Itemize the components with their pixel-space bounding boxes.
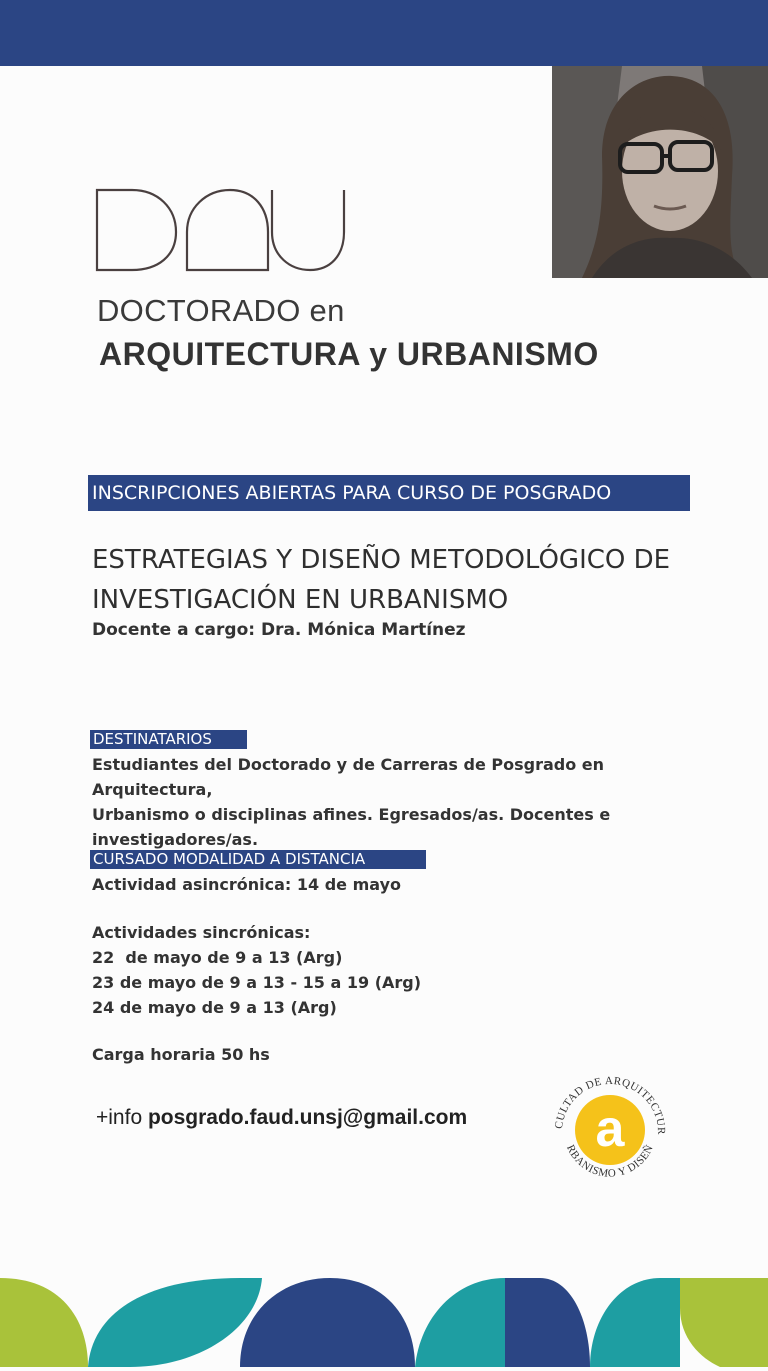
destinatarios-line3: investigadores/as. — [92, 830, 259, 849]
destinatarios-line2: Urbanismo o disciplinas afines. Egresados/as. Docentes e — [92, 805, 611, 824]
registration-banner: INSCRIPCIONES ABIERTAS PARA CURSO DE POSGRADO — [88, 475, 690, 511]
seal-text-bottom: RBANISMO Y DISEÑ — [564, 1142, 656, 1180]
destinatarios-label: DESTINATARIOS — [90, 730, 247, 749]
destinatarios-line1: Estudiantes del Doctorado y de Carreras de Posgrado en Arquitectura, — [92, 755, 605, 799]
seal-letter: a — [595, 1100, 625, 1158]
sync-date-3: 24 de mayo de 9 a 13 (Arg) — [92, 998, 337, 1017]
async-activity: Actividad asincrónica: 14 de mayo — [92, 875, 401, 894]
program-line1: DOCTORADO en — [97, 293, 345, 328]
top-bar — [0, 0, 768, 66]
sync-title: Actividades sincrónicas: — [92, 923, 311, 942]
decorative-shapes — [0, 1278, 768, 1367]
dau-logo — [92, 186, 348, 276]
teacher: Docente a cargo: Dra. Mónica Martínez — [92, 620, 466, 640]
sync-activities — [92, 920, 421, 1020]
contact-email[interactable]: posgrado.faud.unsj@gmail.com — [147, 1106, 468, 1129]
contact-prefix: +info — [96, 1106, 148, 1129]
sync-date-1: 22 de mayo de 9 a 13 (Arg) — [92, 948, 343, 967]
course-title-line2: INVESTIGACIÓN EN URBANISMO — [92, 585, 509, 615]
destinatarios-text — [92, 752, 712, 852]
faculty-seal — [540, 1060, 680, 1200]
program-line2: ARQUITECTURA y URBANISMO — [99, 336, 599, 372]
instructor-photo — [552, 66, 768, 278]
contact-info — [96, 1106, 467, 1130]
course-hours: Carga horaria 50 hs — [92, 1045, 270, 1064]
course-title — [92, 540, 712, 620]
seal-text-top: CULTAD DE ARQUITECTUR — [553, 1074, 668, 1136]
sync-date-2: 23 de mayo de 9 a 13 - 15 a 19 (Arg) — [92, 973, 422, 992]
course-title-line1: ESTRATEGIAS Y DISEÑO METODOLÓGICO DE — [92, 545, 671, 575]
cursado-label: CURSADO MODALIDAD A DISTANCIA — [90, 850, 426, 869]
